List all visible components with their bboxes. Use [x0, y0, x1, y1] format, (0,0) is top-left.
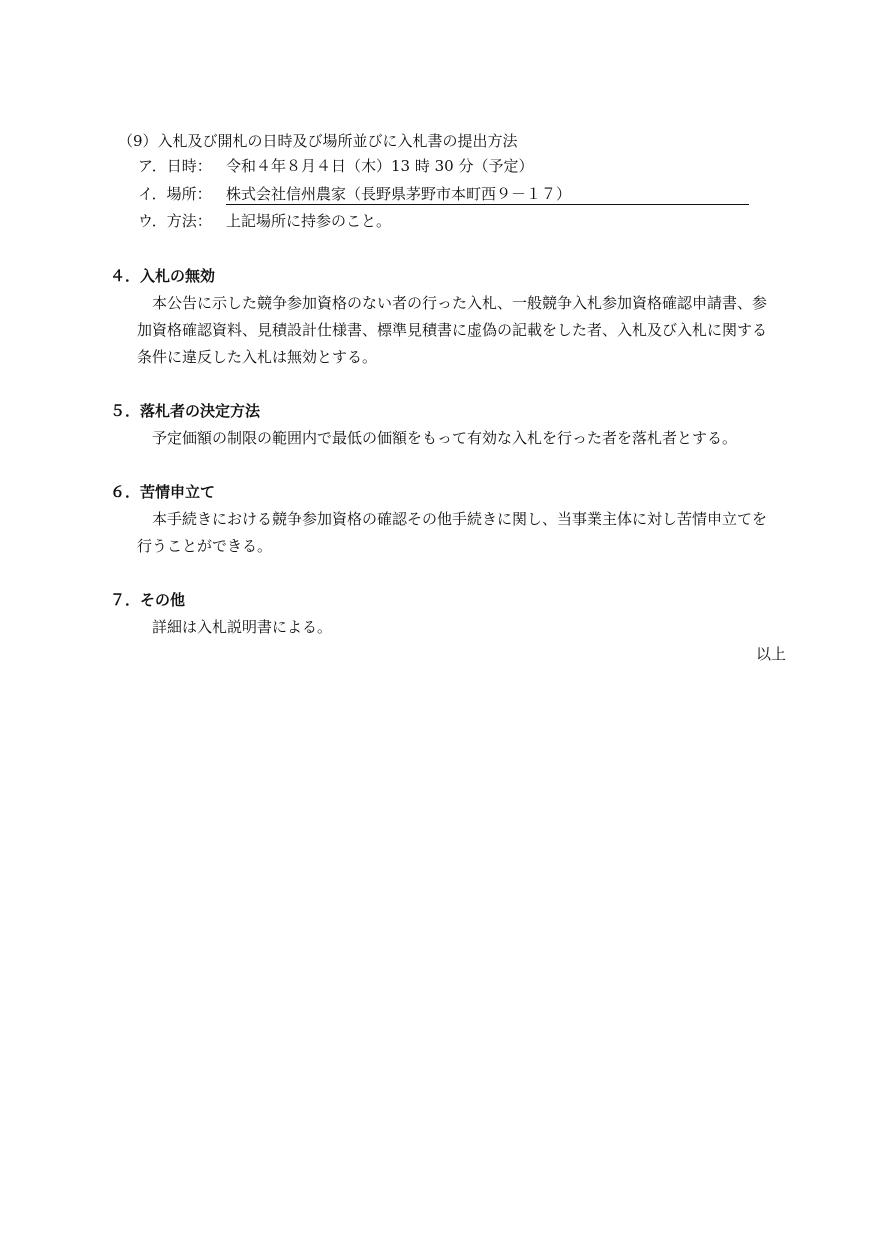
item-value: 上記場所に持参のこと。	[226, 212, 392, 230]
item-value: 令和４年８月４日（木）13 時 30 分（予定）	[226, 157, 534, 175]
closing-text: 以上	[755, 645, 786, 663]
section6-line-1: 本手続きにおける競争参加資格の確認その他手続きに関し、当事業主体に対し苦情申立てを	[152, 510, 768, 528]
section9-title: （9）入札及び開札の日時及び場所並びに入札書の提出方法	[118, 132, 518, 150]
section6-line-2: 行うことができる。	[137, 537, 273, 555]
section4-heading: ４．入札の無効	[110, 267, 216, 285]
item-label: イ．場所：	[138, 185, 212, 203]
item-label: ウ．方法：	[138, 212, 212, 230]
section9-item-date	[138, 156, 533, 176]
section6-heading: ６．苦情申立て	[110, 483, 216, 501]
section5-line-1: 予定価額の制限の範囲内で最低の価額をもって有効な入札を行った者を落札者とする。	[152, 429, 738, 447]
section4-line-3: 条件に違反した入札は無効とする。	[137, 348, 378, 366]
item-label: ア．日時：	[138, 157, 212, 175]
item-value-underlined: 株式会社信州農家（長野県茅野市本町西９－１７）	[226, 185, 749, 205]
section9-item-method	[138, 211, 391, 231]
section7-heading: ７．その他	[110, 591, 186, 609]
section7-line-1: 詳細は入札説明書による。	[152, 618, 333, 636]
section4-line-2: 加資格確認資料、見積設計仕様書、標準見積書に虚偽の記載をした者、入札及び入札に関する	[137, 321, 768, 339]
section9-item-place	[138, 184, 749, 204]
section5-heading: ５．落札者の決定方法	[110, 402, 261, 420]
section4-line-1: 本公告に示した競争参加資格のない者の行った入札、一般競争入札参加資格確認申請書、参	[152, 294, 768, 312]
